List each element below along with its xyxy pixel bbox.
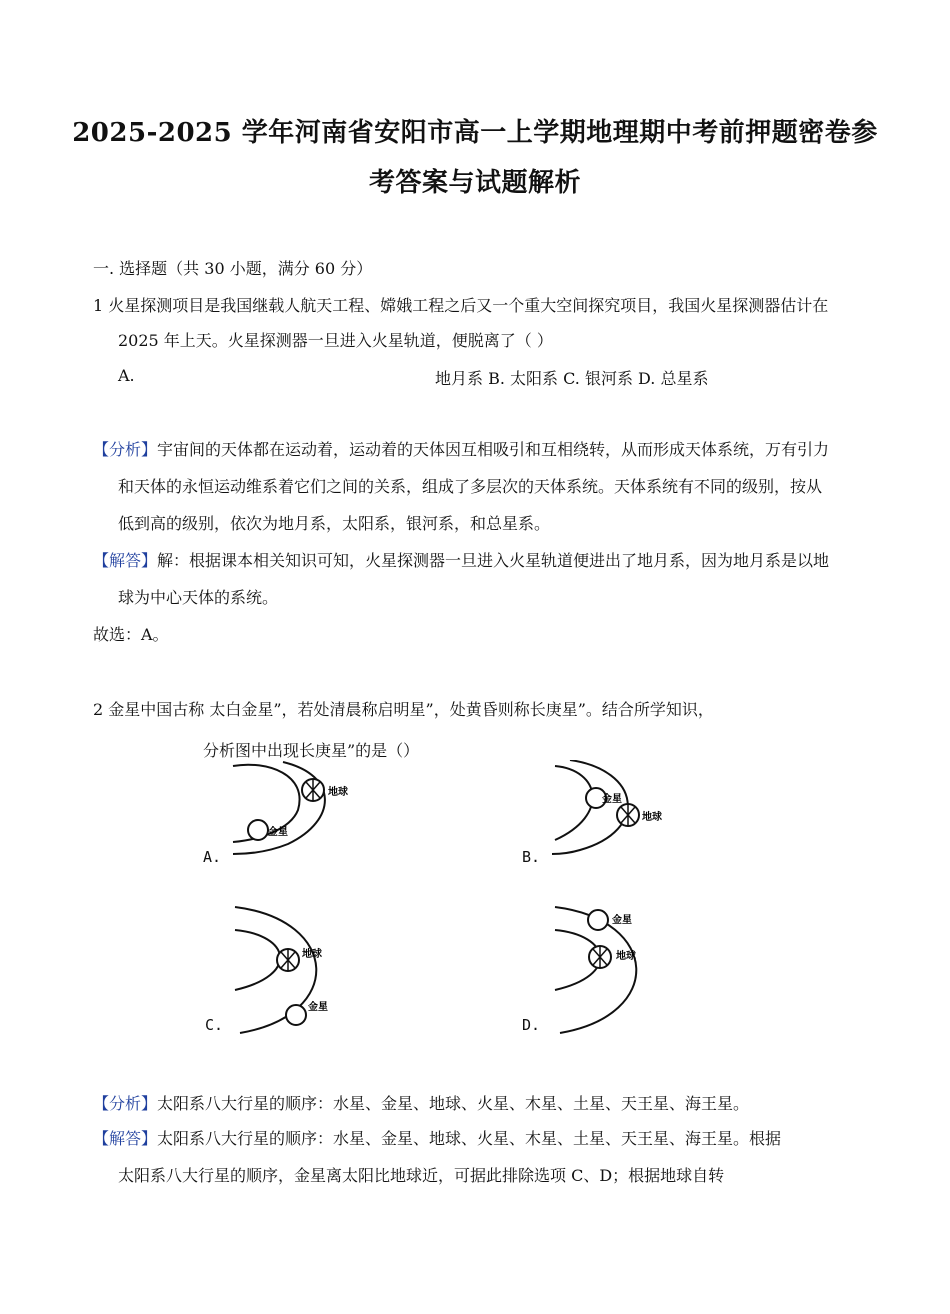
q2-stem-line-2: 分析图中出现长庚星”的是（） xyxy=(203,741,420,760)
orbit-figure-d xyxy=(550,905,660,1035)
q1-analysis-line-3: 低到高的级别，依次为地月系，太阳系，银河系，和总星系。 xyxy=(118,514,551,533)
earth-label: 地球 xyxy=(642,812,662,823)
q2-answer-line-2: 太阳系八大行星的顺序，金星离太阳比地球近，可据此排除选项 C、D；根据地球自转 xyxy=(118,1166,725,1185)
q1-answer-text-1: 解：根据课本相关知识可知，火星探测器一旦进入火星轨道便进出了地月系，因为地月系是以地 xyxy=(157,551,830,570)
figure-b-label: B. xyxy=(522,848,541,866)
document-title-line-1: 2025-2025 学年河南省安阳市高一上学期地理期中考前押题密卷参 xyxy=(72,118,878,148)
q2-analysis-line-1 xyxy=(93,1093,749,1115)
venus-marker xyxy=(588,910,608,930)
q1-analysis-line-2: 和天体的永恒运动维系着它们之间的关系，组成了多层次的天体系统。天体系统有不同的级别，按从 xyxy=(118,477,823,496)
figure-a-label: A. xyxy=(203,848,222,866)
q1-choice: 故选：A。 xyxy=(93,625,169,644)
venus-marker xyxy=(286,1005,306,1025)
answer-tag: 【解答】 xyxy=(93,1129,158,1148)
q2-answer-text-1: 太阳系八大行星的顺序：水星、金星、地球、火星、木星、土星、天王星、海王星。根据 xyxy=(157,1129,782,1148)
earth-label: 地球 xyxy=(302,949,322,960)
q2-analysis-text-1: 太阳系八大行星的顺序：水星、金星、地球、火星、木星、土星、天王星、海王星。 xyxy=(157,1094,750,1113)
q1-answer-line-2: 球为中心天体的系统。 xyxy=(118,588,279,607)
q1-option-a-label: A. xyxy=(118,366,135,385)
q2-stem-line-1: 2 金星中国古称 太白金星”，若处清晨称启明星”，处黄昏则称长庚星”。结合所学知识， xyxy=(93,700,714,719)
venus-label: 金星 xyxy=(268,827,288,838)
earth-label: 地球 xyxy=(328,787,348,798)
venus-label: 金星 xyxy=(602,794,622,805)
document-title-line-2: 考答案与试题解析 xyxy=(368,168,581,198)
q1-answer-line-1 xyxy=(93,550,829,572)
analysis-tag: 【分析】 xyxy=(93,1094,158,1113)
venus-label: 金星 xyxy=(612,915,632,926)
orbit-figure-a xyxy=(228,760,368,855)
q1-stem-line-2: 2025 年上天。火星探测器一旦进入火星轨道，便脱离了（ ） xyxy=(118,331,553,350)
figure-c-label: C. xyxy=(205,1016,224,1034)
venus-label: 金星 xyxy=(308,1002,328,1013)
q1-analysis-line-1 xyxy=(93,439,829,461)
q2-answer-line-1 xyxy=(93,1128,781,1150)
figure-d-label: D. xyxy=(522,1016,541,1034)
q1-analysis-text-1: 宇宙间的天体都在运动着，运动着的天体因互相吸引和互相绕转，从而形成天体系统，万有引力 xyxy=(157,440,830,459)
q1-options-text: 地月系 B. 太阳系 C. 银河系 D. 总星系 xyxy=(435,369,709,388)
answer-tag: 【解答】 xyxy=(93,551,158,570)
orbit-figure-c xyxy=(230,905,340,1035)
earth-label: 地球 xyxy=(616,951,636,962)
section-heading: 一. 选择题（共 30 小题，满分 60 分） xyxy=(93,259,373,278)
venus-marker xyxy=(248,820,268,840)
q1-stem-line-1: 1 火星探测项目是我国继载人航天工程、嫦娥工程之后又一个重大空间探究项目，我国火星探测器估计在 xyxy=(93,296,829,315)
analysis-tag: 【分析】 xyxy=(93,440,158,459)
orbit-figure-b xyxy=(550,760,680,855)
